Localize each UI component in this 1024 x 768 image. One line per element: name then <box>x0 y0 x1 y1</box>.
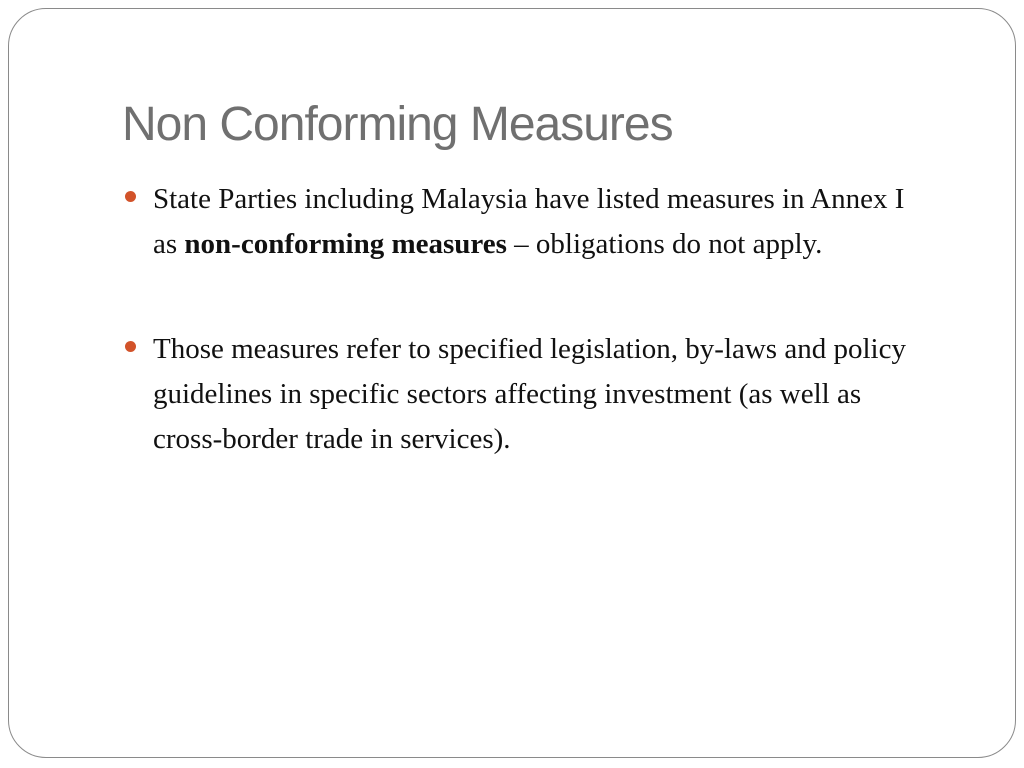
bullet-item-legislation <box>125 327 935 462</box>
bullet-text: Those measures refer to specified legislation, by-laws and policy guidelines in specific sectors affecting investment (as well as cross-border trade in services). <box>153 333 906 455</box>
bullet-bold-term: non-conforming measures <box>184 228 507 260</box>
bullet-text-after: – obligations do not apply. <box>506 228 823 260</box>
bullet-text-before: State Parties including Malaysia have listed measures in Annex I as <box>153 183 905 260</box>
bullet-dot-icon <box>125 191 136 202</box>
bullet-item-annex-i <box>125 177 935 267</box>
slide-title: Non Conforming Measures <box>122 98 673 151</box>
bullet-list <box>125 177 935 462</box>
bullet-dot-icon <box>125 341 136 352</box>
slide-frame <box>8 8 1016 758</box>
